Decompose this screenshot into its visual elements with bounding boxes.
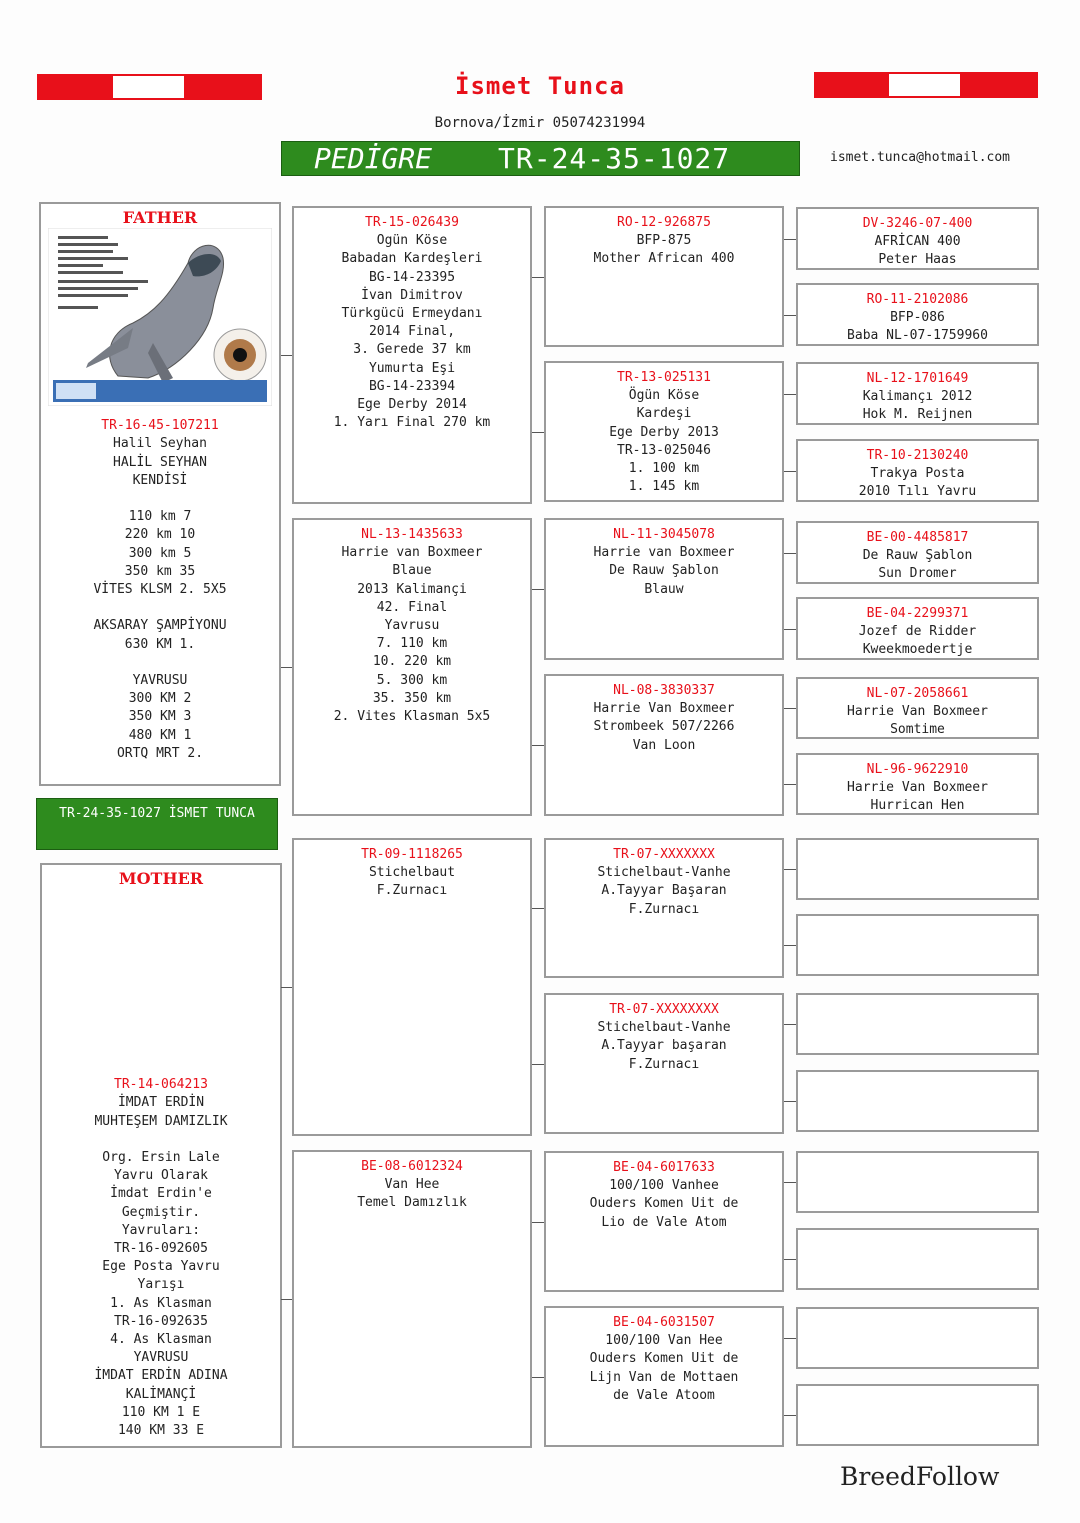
- detail-line: Mother African 400: [593, 251, 735, 267]
- ancestor-box-gen4[interactable]: [796, 1384, 1039, 1446]
- ring-number: RO-11-2102086: [866, 292, 969, 307]
- detail-line: Sun Dromer: [878, 566, 957, 582]
- detail-line: ORTQ MRT 2.: [116, 745, 204, 761]
- breeder-email[interactable]: ismet.tunca@hotmail.com: [830, 150, 1011, 165]
- detail-line: [41, 490, 279, 508]
- detail-line: 35. 350 km: [372, 690, 452, 706]
- detail-line: İvan Dimitrov: [361, 287, 463, 303]
- ring-number: BE-04-6031507: [613, 1315, 715, 1330]
- ancestor-box-gen4[interactable]: [796, 838, 1039, 900]
- detail-line: Yavrusu: [384, 618, 440, 634]
- detail-line: Harrie Van Boxmeer: [847, 704, 988, 720]
- detail-line: AKSARAY ŞAMPİYONU: [93, 618, 227, 634]
- detail-line: Kweekmoedertje: [862, 642, 973, 658]
- ring-number: TR-15-026439: [365, 215, 459, 230]
- detail-line: Yarışı: [137, 1277, 185, 1293]
- ring-number: BE-04-2299371: [866, 606, 969, 621]
- ancestor-box-gen4[interactable]: [796, 521, 1039, 584]
- detail-line: TR-16-092605: [114, 1241, 208, 1257]
- ancestor-box-gen3[interactable]: [544, 518, 784, 660]
- ancestor-box-gen4[interactable]: [796, 993, 1039, 1055]
- ancestor-box-gen4[interactable]: [796, 1228, 1039, 1290]
- detail-line: 42. Final: [376, 599, 448, 615]
- detail-line: KALİMANÇİ: [125, 1386, 197, 1402]
- detail-line: 4. As Klasman: [110, 1332, 212, 1348]
- ring-number: TR-07-XXXXXXXX: [609, 1002, 719, 1017]
- detail-line: Türkgücü Ermeydanı: [341, 306, 483, 322]
- connector: [784, 239, 796, 240]
- detail-line: F.Zurnacı: [628, 901, 700, 917]
- detail-line: Harrie van Boxmeer: [593, 545, 735, 561]
- sire-dam-box-gen2[interactable]: [292, 1150, 532, 1448]
- detail-line: 1. 100 km: [628, 461, 700, 477]
- detail-line: Harrie Van Boxmeer: [847, 780, 988, 796]
- detail-line: Blaue: [392, 563, 432, 579]
- connector: [532, 745, 544, 746]
- detail-line: Geçmiştir.: [121, 1204, 201, 1220]
- detail-line: Jozef de Ridder: [858, 624, 977, 640]
- detail-line: 1. 145 km: [628, 479, 700, 495]
- connector: [784, 553, 796, 554]
- detail-line: 10. 220 km: [372, 654, 452, 670]
- detail-line: Blauw: [644, 581, 684, 597]
- ancestor-box-gen4[interactable]: [796, 439, 1039, 502]
- detail-line: De Rauw Şablon: [862, 548, 973, 564]
- ring-number: TR-10-2130240: [866, 448, 969, 463]
- detail-line: Halil Seyhan: [113, 436, 207, 452]
- detail-line: Temel Damızlık: [357, 1195, 467, 1211]
- ancestor-box-gen4[interactable]: [796, 1070, 1039, 1132]
- detail-line: 2. Vites Klasman 5x5: [333, 709, 491, 725]
- ancestor-box-gen4[interactable]: [796, 597, 1039, 660]
- sire-dam-box-gen2[interactable]: [292, 838, 532, 1136]
- detail-line: F.Zurnacı: [628, 1056, 700, 1072]
- ancestor-box-gen4[interactable]: [796, 283, 1039, 346]
- ancestor-box-gen3[interactable]: [544, 993, 784, 1134]
- ancestor-box-gen4[interactable]: [796, 1151, 1039, 1213]
- detail-line: AFRİCAN 400: [874, 234, 961, 250]
- father-heading: FATHER: [122, 208, 198, 227]
- detail-line: 350 km 35: [124, 563, 196, 579]
- sire-dam-box-gen2[interactable]: [292, 206, 532, 504]
- detail-line: Ouders Komen Uit de: [589, 1196, 739, 1212]
- detail-line: 300 km 5: [128, 545, 192, 561]
- detail-line: Ögün Köse: [628, 388, 700, 404]
- detail-line: Harrie van Boxmeer: [341, 545, 483, 561]
- detail-line: 2014 Final,: [368, 324, 456, 340]
- ring-number: RO-12-926875: [617, 215, 711, 230]
- detail-line: Harrie Van Boxmeer: [593, 701, 735, 717]
- detail-line: VİTES KLSM 2. 5X5: [93, 582, 227, 598]
- detail-line: Babadan Kardeşleri: [341, 251, 483, 267]
- ring-number: TR-09-1118265: [361, 847, 463, 862]
- detail-line: 480 KM 1: [128, 727, 192, 743]
- ring-number: NL-08-3830337: [613, 683, 715, 698]
- detail-line: 1. Yarı Final 270 km: [333, 415, 491, 431]
- connector: [532, 1377, 544, 1378]
- mother-card[interactable]: [40, 863, 282, 1448]
- mother-heading: MOTHER: [118, 869, 204, 888]
- banner-label: PEDİGRE: [314, 142, 433, 175]
- detail-line: De Rauw Şablon: [609, 563, 719, 579]
- detail-line: Baba NL-07-1759960: [847, 328, 988, 344]
- detail-line: 2013 Kalimançi: [357, 581, 467, 597]
- detail-line: 5. 300 km: [376, 672, 448, 688]
- ancestor-box-gen4[interactable]: [796, 914, 1039, 976]
- ancestor-box-gen3[interactable]: [544, 361, 784, 502]
- flag-left: [37, 74, 262, 100]
- connector: [784, 629, 796, 630]
- connector: [784, 945, 796, 946]
- pigeon-photo: [48, 228, 272, 406]
- ancestor-box-gen3[interactable]: [544, 674, 784, 816]
- ring-number: TR-07-XXXXXXX: [613, 847, 715, 862]
- detail-line: 3. Gerede 37 km: [353, 342, 471, 358]
- connector: [784, 471, 796, 472]
- breeder-address: Bornova/İzmir 05074231994: [434, 115, 646, 131]
- detail-line: Hurrican Hen: [870, 798, 965, 814]
- ancestor-box-gen3[interactable]: [544, 838, 784, 978]
- detail-line: Org. Ersin Lale: [102, 1150, 220, 1166]
- detail-line: [41, 654, 279, 672]
- ring-number: NL-96-9622910: [866, 762, 969, 777]
- connector: [784, 315, 796, 316]
- connector: [784, 1182, 796, 1183]
- ancestor-box-gen4[interactable]: [796, 677, 1039, 739]
- detail-line: YAVRUSU: [133, 1350, 189, 1366]
- detail-line: 100/100 Vanhee: [609, 1178, 719, 1194]
- detail-line: Stichelbaut-Vanhe: [597, 1020, 731, 1036]
- connector: [784, 869, 796, 870]
- ancestor-box-gen4[interactable]: [796, 207, 1039, 270]
- ancestor-box-gen3[interactable]: [544, 1151, 784, 1292]
- detail-line: İMDAT ERDİN ADINA: [94, 1368, 228, 1384]
- connector: [532, 908, 544, 909]
- detail-line: BG-14-23395: [368, 269, 456, 285]
- detail-line: Ouders Komen Uit de: [589, 1351, 739, 1367]
- detail-line: İMDAT ERDİN: [117, 1095, 205, 1111]
- connector: [532, 277, 544, 278]
- detail-line: 220 km 10: [124, 527, 196, 543]
- connector: [532, 432, 544, 433]
- sire-dam-box-gen2[interactable]: [292, 518, 532, 816]
- mother-details: [42, 1094, 280, 1440]
- detail-line: KENDİSİ: [132, 472, 188, 488]
- ring-number: NL-07-2058661: [866, 686, 969, 701]
- detail-line: Yumurta Eşi: [368, 360, 456, 376]
- ring-number: NL-11-3045078: [613, 527, 715, 542]
- ring-number: TR-13-025131: [617, 370, 711, 385]
- detail-line: A.Tayyar başaran: [601, 1038, 727, 1054]
- detail-line: Kalimançı 2012: [862, 389, 973, 405]
- detail-line: Stichelbaut: [368, 865, 456, 881]
- connector: [784, 784, 796, 785]
- breedfollow-brand: BreedFollow: [840, 1462, 1000, 1491]
- ancestor-box-gen4[interactable]: [796, 753, 1039, 815]
- subject-ring: TR-24-35-1027: [59, 806, 161, 821]
- connector: [532, 1222, 544, 1223]
- ring-number: BE-08-6012324: [361, 1159, 463, 1174]
- detail-line: 100/100 Van Hee: [605, 1333, 723, 1349]
- detail-line: BFP-086: [890, 310, 945, 326]
- ring-number: NL-13-1435633: [361, 527, 463, 542]
- father-ring: TR-16-45-107211: [101, 418, 219, 434]
- pedigree-banner: [281, 141, 800, 176]
- detail-line: Ege Derby 2014: [357, 397, 467, 413]
- connector: [784, 1259, 796, 1260]
- detail-line: Stichelbaut-Vanhe: [597, 865, 731, 881]
- detail-line: Van Loon: [632, 737, 696, 753]
- ancestor-box-gen4[interactable]: [796, 362, 1039, 425]
- connector: [281, 987, 292, 988]
- detail-line: YAVRUSU: [132, 673, 188, 689]
- subject-bird[interactable]: [36, 798, 278, 850]
- connector: [784, 394, 796, 395]
- detail-line: A.Tayyar Başaran: [601, 883, 727, 899]
- father-details: [41, 435, 279, 763]
- detail-line: Trakya Posta: [870, 466, 965, 482]
- connector: [281, 355, 292, 356]
- detail-line: 350 KM 3: [128, 709, 192, 725]
- detail-line: Strombeek 507/2266: [593, 719, 735, 735]
- connector: [281, 667, 292, 668]
- detail-line: TR-13-025046: [617, 442, 711, 458]
- detail-line: Somtime: [890, 722, 945, 738]
- breeder-name: İsmet Tunca: [455, 72, 625, 100]
- connector: [532, 1064, 544, 1065]
- detail-line: [41, 599, 279, 617]
- detail-line: Yavruları:: [121, 1222, 201, 1238]
- detail-line: Ogün Köse: [376, 233, 448, 249]
- detail-line: 110 KM 1 E: [121, 1404, 201, 1420]
- ring-number: BE-00-4485817: [866, 530, 969, 545]
- detail-line: 300 KM 2: [128, 691, 192, 707]
- detail-line: BFP-875: [636, 233, 692, 249]
- flag-right: [814, 72, 1038, 98]
- detail-line: 140 KM 33 E: [117, 1423, 205, 1439]
- detail-line: MUHTEŞEM DAMIZLIK: [94, 1113, 228, 1129]
- banner-ring: TR-24-35-1027: [498, 142, 731, 175]
- detail-line: de Vale Atoom: [613, 1387, 715, 1403]
- detail-line: [42, 1131, 280, 1149]
- detail-line: Kardeşi: [636, 406, 692, 422]
- connector: [784, 1024, 796, 1025]
- connector: [784, 1415, 796, 1416]
- detail-line: Peter Haas: [878, 252, 957, 268]
- detail-line: Ege Derby 2013: [609, 424, 719, 440]
- detail-line: Ege Posta Yavru: [102, 1259, 220, 1275]
- ancestor-box-gen4[interactable]: [796, 1307, 1039, 1369]
- detail-line: Lio de Vale Atom: [601, 1214, 727, 1230]
- connector: [784, 1338, 796, 1339]
- detail-line: Yavru Olarak: [114, 1168, 208, 1184]
- detail-line: Hok M. Reijnen: [862, 407, 973, 423]
- detail-line: İmdat Erdin'e: [110, 1186, 212, 1202]
- detail-line: Lijn Van de Mottaen: [589, 1369, 739, 1385]
- detail-line: TR-16-092635: [114, 1313, 208, 1329]
- connector: [784, 708, 796, 709]
- detail-line: F.Zurnacı: [376, 883, 448, 899]
- ancestor-box-gen3[interactable]: [544, 1306, 784, 1447]
- detail-line: 1. As Klasman: [110, 1295, 212, 1311]
- connector: [784, 1101, 796, 1102]
- ring-number: DV-3246-07-400: [862, 216, 973, 231]
- mother-ring: TR-14-064213: [114, 1077, 208, 1093]
- detail-line: Van Hee: [384, 1177, 440, 1193]
- detail-line: 110 km 7: [128, 509, 192, 525]
- detail-line: BG-14-23394: [368, 378, 456, 394]
- ring-number: BE-04-6017633: [613, 1160, 715, 1175]
- subject-owner: İSMET TUNCA: [168, 806, 255, 821]
- detail-line: HALİL SEYHAN: [113, 454, 207, 470]
- connector: [532, 589, 544, 590]
- detail-line: 7. 110 km: [376, 636, 448, 652]
- ring-number: NL-12-1701649: [866, 371, 969, 386]
- detail-line: 2010 Tılı Yavru: [858, 484, 977, 500]
- connector: [281, 1299, 292, 1300]
- ancestor-box-gen3[interactable]: [544, 206, 784, 347]
- detail-line: 630 KM 1.: [124, 636, 196, 652]
